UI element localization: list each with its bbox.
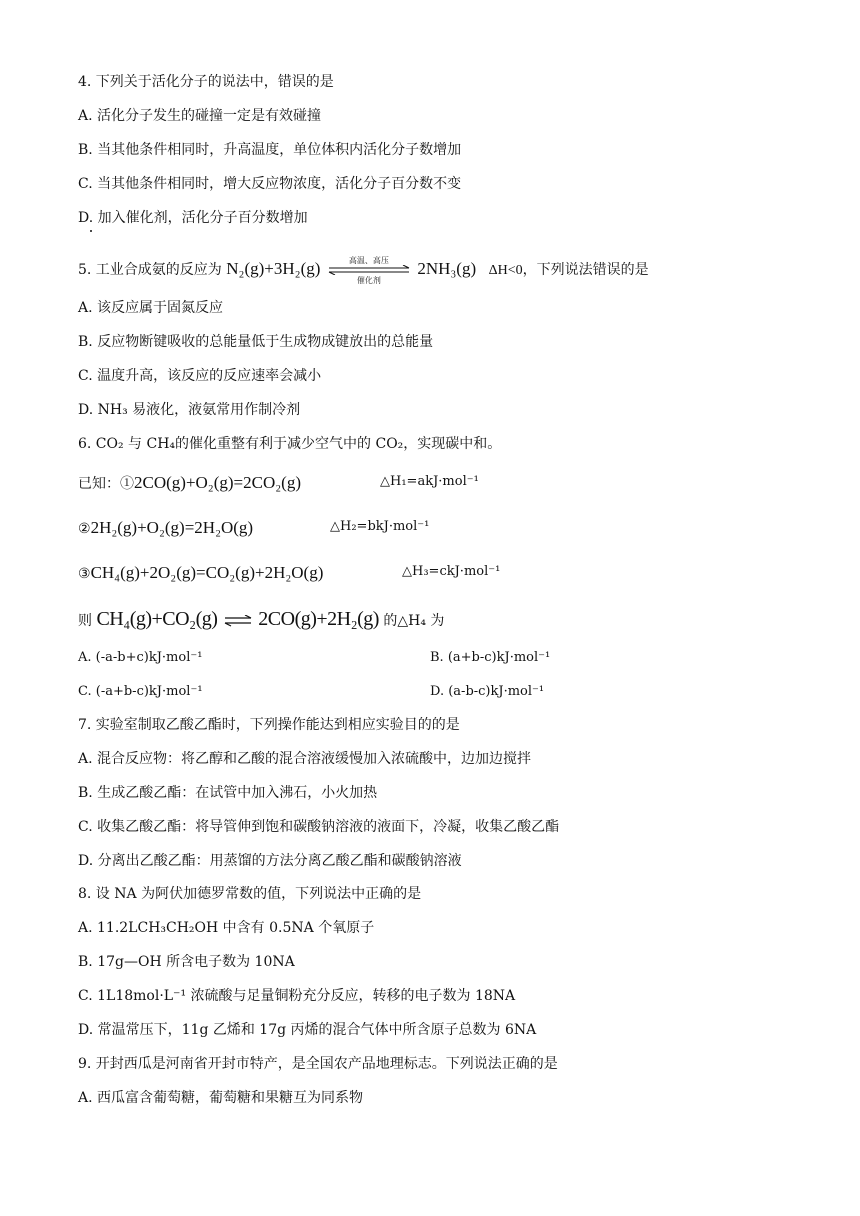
q6-option-d: D. (a-b-c)kJ·mol⁻¹: [430, 684, 545, 699]
q5-reactants: N₂(g)+3H₂(g): [226, 259, 321, 278]
q4-stem: 4. 下列关于活化分子的说法中，错误的是: [78, 74, 334, 90]
q5-product: 2NH₃(g): [417, 259, 477, 278]
q7-option-d: D. 分离出乙酸乙酯：用蒸馏的方法分离乙酸乙酯和碳酸钠溶液: [78, 853, 462, 869]
q4-option-c: C. 当其他条件相同时，增大反应物浓度，活化分子百分数不变: [78, 176, 462, 192]
q6-dh2: △H₂=bkJ·mol⁻¹: [330, 519, 430, 534]
q4-option-b: B. 当其他条件相同时，升高温度，单位体积内活化分子数增加: [78, 142, 462, 158]
q7-option-c: C. 收集乙酸乙酯：将导管伸到饱和碳酸钠溶液的液面下，冷凝，收集乙酸乙酯: [78, 819, 560, 835]
equilibrium-arrow-icon: [327, 265, 411, 275]
q6-equation-3: [78, 560, 323, 587]
q6-option-a: A. (-a-b+c)kJ·mol⁻¹: [78, 650, 203, 665]
q8-stem: 8. 设 NA 为阿伏加德罗常数的值，下列说法中正确的是: [78, 886, 422, 902]
q7-option-b: B. 生成乙酸乙酯：在试管中加入沸石，小火加热: [78, 785, 378, 801]
q6-target-reaction: [78, 604, 444, 636]
q6-option-b: B. (a+b-c)kJ·mol⁻¹: [430, 650, 551, 665]
q6-known-prefix: 已知：①: [78, 476, 134, 492]
q5-reversible-arrow: [327, 256, 411, 285]
q8-option-a: A. 11.2LCH₃CH₂OH 中含有 0.5NA 个氧原子: [78, 920, 375, 936]
q6-option-c: C. (-a+b-c)kJ·mol⁻¹: [78, 684, 203, 699]
q6-eq2: 2H₂(g)+O₂(g)=2H₂O(g): [90, 518, 254, 537]
q5-stem: [78, 256, 649, 284]
q6-target-right: 2CO(g)+2H₂(g): [258, 608, 379, 630]
q6-eq3: CH₄(g)+2O₂(g)=CO₂(g)+2H₂O(g): [90, 563, 324, 582]
q5-suffix: ，下列说法错误的是: [522, 262, 649, 278]
q6-eq3-num: ③: [78, 566, 91, 582]
q6-stem: 6. CO₂ 与 CH₄的催化重整有利于减少空气中的 CO₂，实现碳中和。: [78, 436, 502, 452]
q5-condition-bottom: 催化剂: [356, 276, 381, 285]
q6-equation-2: [78, 515, 253, 542]
q7-stem: 7. 实验室制取乙酸乙酯时，下列操作能达到相应实验目的的是: [78, 717, 460, 733]
q4-option-a: A. 活化分子发生的碰撞一定是有效碰撞: [78, 108, 322, 124]
q6-then-suffix: 的△H₄ 为: [383, 613, 445, 629]
q7-option-a: A. 混合反应物：将乙醇和乙酸的混合溶液缓慢加入浓硫酸中，边加边搅拌: [78, 751, 532, 767]
q6-dh3: △H₃=ckJ·mol⁻¹: [402, 564, 501, 579]
q5-prefix: 5. 工业合成氨的反应为: [78, 262, 222, 278]
q6-equation-1: [78, 470, 301, 497]
equilibrium-arrow-icon: [224, 615, 252, 627]
q6-eq1: 2CO(g)+O₂(g)=2CO₂(g): [134, 473, 302, 492]
q5-option-c: C. 温度升高，该反应的反应速率会减小: [78, 368, 322, 384]
q6-then-prefix: 则: [78, 613, 92, 629]
q5-option-a: A. 该反应属于固氮反应: [78, 300, 224, 316]
q5-option-b: B. 反应物断键吸收的总能量低于生成物成键放出的总能量: [78, 334, 434, 350]
stray-dot: [90, 230, 92, 232]
q8-option-c: C. 1L18mol·L⁻¹ 浓硫酸与足量铜粉充分反应，转移的电子数为 18NA: [78, 988, 516, 1004]
q4-option-d: D. 加入催化剂，活化分子百分数增加: [78, 210, 308, 226]
q9-option-a: A. 西瓜富含葡萄糖，葡萄糖和果糖互为同系物: [78, 1090, 364, 1106]
q8-option-d: D. 常温常压下，11g 乙烯和 17g 丙烯的混合气体中所含原子总数为 6NA: [78, 1022, 537, 1038]
q6-target-left: CH₄(g)+CO₂(g): [96, 608, 218, 630]
q9-stem: 9. 开封西瓜是河南省开封市特产，是全国农产品地理标志。下列说法正确的是: [78, 1056, 558, 1072]
q5-delta-h: ΔH<0: [488, 263, 523, 278]
q5-option-d: D. NH₃ 易液化，液氨常用作制冷剂: [78, 402, 301, 418]
q5-condition-top: 高温、高压: [348, 256, 389, 265]
q8-option-b: B. 17g—OH 所含电子数为 10NA: [78, 954, 295, 970]
q6-dh1: △H₁=akJ·mol⁻¹: [380, 474, 479, 489]
q6-eq2-num: ②: [78, 521, 91, 537]
